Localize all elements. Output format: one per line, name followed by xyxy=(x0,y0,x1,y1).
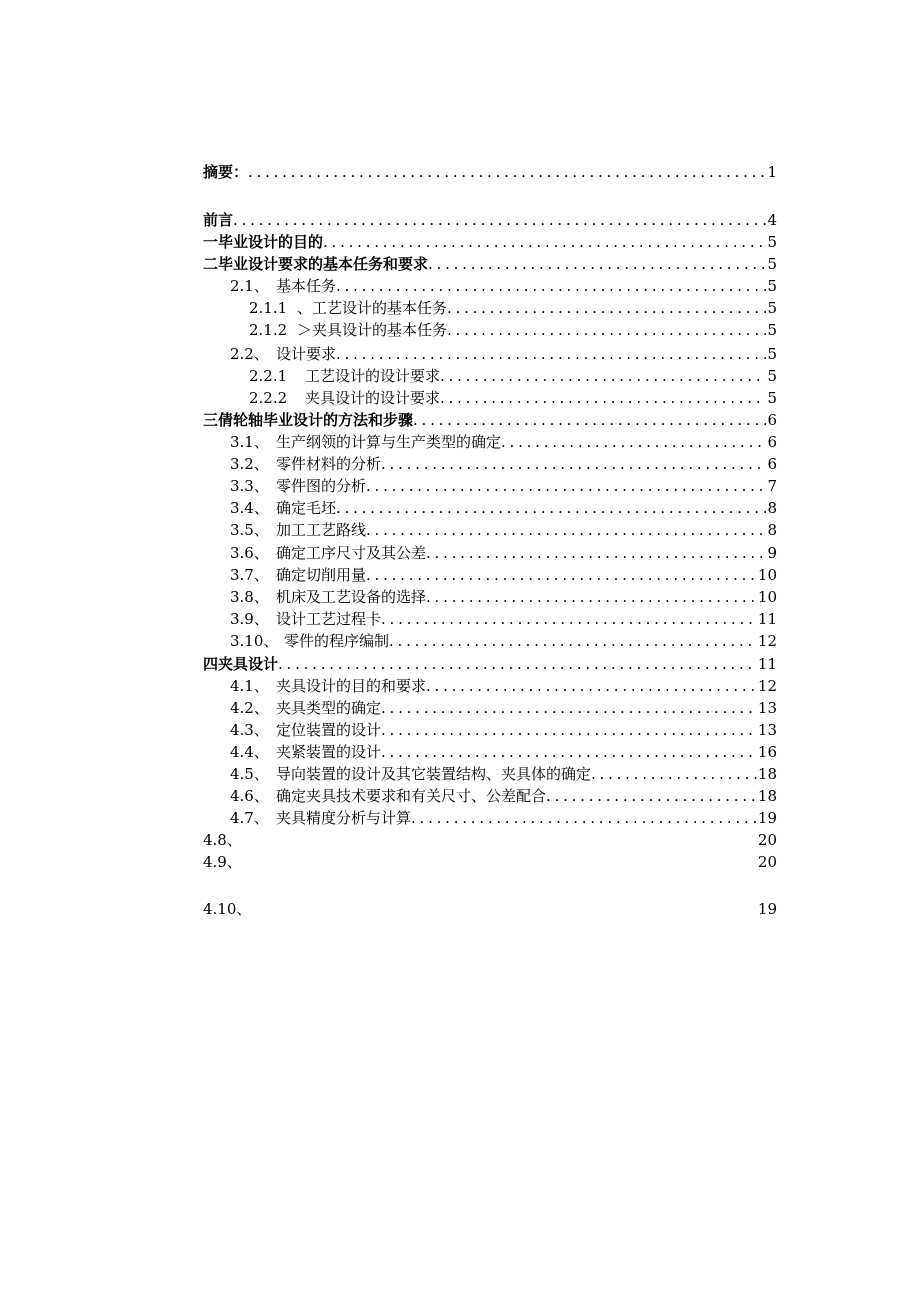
toc-entry-label: 确定切削用量 xyxy=(276,566,367,584)
dot-leader xyxy=(323,231,766,253)
toc-entry-page: 4 xyxy=(767,211,777,229)
toc-entry-label: 零件材料的分析 xyxy=(276,455,382,473)
toc-entry-2-1-1[interactable] xyxy=(249,297,777,319)
toc-entry-3-9[interactable] xyxy=(230,608,777,630)
dot-leader xyxy=(336,275,766,297)
toc-entry-chapter-1[interactable] xyxy=(203,231,777,253)
toc-entry-2-2[interactable] xyxy=(230,343,777,365)
toc-entry-4-4[interactable] xyxy=(230,741,777,763)
toc-entry-3-4[interactable] xyxy=(230,497,777,519)
toc-entry-number: 4.10、 xyxy=(203,900,252,918)
toc-entry-page: 12 xyxy=(757,632,777,650)
toc-entry-3-2[interactable] xyxy=(230,453,777,475)
dot-leader xyxy=(428,253,766,275)
toc-entry-label: 确定工序尺寸及其公差 xyxy=(276,544,427,562)
toc-entry-label: 工艺设计的设计要求 xyxy=(305,367,441,385)
toc-entry-number: 3.7、 xyxy=(230,566,269,584)
toc-entry-4-3[interactable] xyxy=(230,719,777,741)
toc-entry-number: 4.4、 xyxy=(230,743,269,761)
toc-entry-4-9[interactable] xyxy=(203,851,777,873)
toc-entry-page: 10 xyxy=(757,588,777,606)
dot-leader xyxy=(381,741,757,763)
toc-entry-label: 夹具精度分析与计算 xyxy=(276,809,412,827)
toc-entry-number: 4.2、 xyxy=(230,699,269,717)
toc-entry-page: 1 xyxy=(767,163,777,181)
toc-entry-number: 4.3、 xyxy=(230,721,269,739)
toc-entry-number: 3.2、 xyxy=(230,455,269,473)
toc-entry-number: 2.1、 xyxy=(230,277,269,295)
toc-entry-page: 8 xyxy=(767,521,777,539)
toc-entry-label: 一毕业设计的目的 xyxy=(203,233,324,251)
dot-leader xyxy=(440,365,766,387)
toc-entry-page: 6 xyxy=(767,455,777,473)
toc-entry-label: 设计工艺过程卡 xyxy=(276,610,382,628)
dot-leader xyxy=(278,653,757,675)
toc-entry-4-10[interactable] xyxy=(203,898,777,920)
toc-entry-label: 生产纲领的计算与生产类型的确定 xyxy=(276,433,502,451)
dot-leader xyxy=(336,497,766,519)
toc-entry-label: 夹具类型的确定 xyxy=(276,699,382,717)
toc-entry-label: 导向装置的设计及其它装置结构、夹具体的确定 xyxy=(276,765,592,783)
dot-leader xyxy=(440,387,766,409)
dot-leader xyxy=(248,161,766,183)
toc-entry-page: 9 xyxy=(767,544,777,562)
toc-entry-number: 4.6、 xyxy=(230,787,269,805)
toc-entry-label: ＞夹具设计的基本任务 xyxy=(297,321,448,339)
toc-entry-chapter-3[interactable] xyxy=(203,409,777,431)
toc-entry-3-7[interactable] xyxy=(230,564,777,586)
toc-entry-number: 2.2.1 xyxy=(249,367,288,385)
toc-entry-page: 7 xyxy=(767,477,777,495)
toc-entry-3-10[interactable] xyxy=(230,630,777,652)
toc-entry-label: 基本任务 xyxy=(276,277,337,295)
toc-entry-number: 3.5、 xyxy=(230,521,269,539)
toc-entry-label: 四夹具设计 xyxy=(203,655,279,673)
toc-entry-number: 3.9、 xyxy=(230,610,269,628)
toc-entry-4-7[interactable] xyxy=(230,807,777,829)
toc-entry-3-8[interactable] xyxy=(230,586,777,608)
toc-entry-label: 、工艺设计的基本任务 xyxy=(297,299,448,317)
toc-entry-4-2[interactable] xyxy=(230,697,777,719)
toc-entry-4-1[interactable] xyxy=(230,675,777,697)
toc-entry-label: 夹紧装置的设计 xyxy=(276,743,382,761)
toc-entry-abstract[interactable] xyxy=(203,161,777,183)
toc-entry-page: 5 xyxy=(767,277,777,295)
toc-entry-3-6[interactable] xyxy=(230,542,777,564)
toc-entry-page: 11 xyxy=(757,655,777,673)
dot-leader xyxy=(447,319,766,341)
toc-entry-page: 5 xyxy=(767,233,777,251)
dot-leader xyxy=(411,807,757,829)
dot-leader xyxy=(426,542,766,564)
toc-entry-number: 2.2.2 xyxy=(249,389,288,407)
toc-entry-4-8[interactable] xyxy=(203,829,777,851)
toc-entry-label: 机床及工艺设备的选择 xyxy=(276,588,427,606)
dot-leader xyxy=(426,675,757,697)
toc-entry-2-2-2[interactable] xyxy=(249,387,777,409)
toc-entry-page: 20 xyxy=(757,853,777,871)
toc-entry-number: 3.6、 xyxy=(230,544,269,562)
toc-entry-chapter-2[interactable] xyxy=(203,253,777,275)
toc-entry-4-6[interactable] xyxy=(230,785,777,807)
toc-entry-page: 10 xyxy=(757,566,777,584)
dot-leader xyxy=(501,431,766,453)
dot-leader xyxy=(366,519,766,541)
toc-entry-page: 5 xyxy=(767,255,777,273)
toc-entry-label: 加工工艺路线 xyxy=(276,521,367,539)
toc-entry-label: 确定夹具技术要求和有关尺寸、公差配合 xyxy=(276,787,547,805)
toc-entry-page: 18 xyxy=(757,787,777,805)
dot-leader xyxy=(413,409,766,431)
toc-entry-page: 11 xyxy=(757,610,777,628)
toc-entry-label: 夹具设计的目的和要求 xyxy=(276,677,427,695)
toc-entry-label: 前言 xyxy=(203,211,234,229)
toc-entry-number: 2.1.2 xyxy=(249,321,288,339)
dot-leader xyxy=(546,785,757,807)
dot-leader xyxy=(381,719,757,741)
dot-leader xyxy=(447,297,766,319)
toc-entry-page: 20 xyxy=(757,831,777,849)
toc-entry-label: 零件的程序编制 xyxy=(284,632,390,650)
dot-leader xyxy=(591,763,757,785)
dot-leader xyxy=(381,608,757,630)
toc-entry-number: 3.3、 xyxy=(230,477,269,495)
dot-leader xyxy=(366,564,757,586)
toc-entry-page: 13 xyxy=(757,721,777,739)
toc-entry-number: 4.8、 xyxy=(203,831,242,849)
toc-entry-page: 19 xyxy=(757,900,777,918)
toc-entry-label: 夹具设计的设计要求 xyxy=(305,389,441,407)
toc-entry-number: 4.1、 xyxy=(230,677,269,695)
toc-entry-page: 18 xyxy=(757,765,777,783)
toc-entry-preface[interactable] xyxy=(203,209,777,231)
toc-entry-number: 3.8、 xyxy=(230,588,269,606)
toc-entry-number: 3.1、 xyxy=(230,433,269,451)
toc-entry-page: 6 xyxy=(767,433,777,451)
toc-entry-page: 8 xyxy=(767,499,777,517)
toc-entry-2-1-2[interactable] xyxy=(249,319,777,341)
toc-entry-page: 5 xyxy=(767,367,777,385)
toc-entry-page: 13 xyxy=(757,699,777,717)
toc-entry-page: 19 xyxy=(757,809,777,827)
toc-entry-4-5[interactable] xyxy=(230,763,777,785)
toc-entry-number: 2.1.1 xyxy=(249,299,288,317)
toc-entry-page: 16 xyxy=(757,743,777,761)
dot-leader xyxy=(389,630,757,652)
toc-entry-3-1[interactable] xyxy=(230,431,777,453)
toc-entry-page: 5 xyxy=(767,299,777,317)
toc-entry-number: 2.2、 xyxy=(230,345,269,363)
toc-entry-label: 摘要： xyxy=(203,163,249,181)
toc-entry-page: 5 xyxy=(767,321,777,339)
toc-entry-label: 零件图的分析 xyxy=(276,477,367,495)
toc-entry-3-5[interactable] xyxy=(230,519,777,541)
toc-entry-number: 4.7、 xyxy=(230,809,269,827)
dot-leader xyxy=(426,586,757,608)
toc-entry-3-3[interactable] xyxy=(230,475,777,497)
dot-leader xyxy=(366,475,766,497)
toc-entry-page: 5 xyxy=(767,389,777,407)
toc-entry-2-1[interactable] xyxy=(230,275,777,297)
dot-leader xyxy=(233,209,766,231)
dot-leader xyxy=(381,697,757,719)
toc-entry-label: 定位装置的设计 xyxy=(276,721,382,739)
toc-entry-number: 3.10、 xyxy=(230,632,279,650)
toc-entry-number: 3.4、 xyxy=(230,499,269,517)
toc-entry-number: 4.9、 xyxy=(203,853,242,871)
toc-entry-label: 三倩轮轴毕业设计的方法和步骤 xyxy=(203,411,414,429)
toc-entry-2-2-1[interactable] xyxy=(249,365,777,387)
toc-entry-label: 设计要求 xyxy=(276,345,337,363)
toc-entry-page: 12 xyxy=(757,677,777,695)
toc-entry-number: 4.5、 xyxy=(230,765,269,783)
dot-leader xyxy=(381,453,766,475)
toc-entry-label: 确定毛坯 xyxy=(276,499,337,517)
toc-entry-page: 5 xyxy=(767,345,777,363)
toc-entry-page: 6 xyxy=(767,411,777,429)
toc-entry-label: 二毕业设计要求的基本任务和要求 xyxy=(203,255,429,273)
dot-leader xyxy=(336,343,766,365)
toc-entry-chapter-4[interactable] xyxy=(203,653,777,675)
